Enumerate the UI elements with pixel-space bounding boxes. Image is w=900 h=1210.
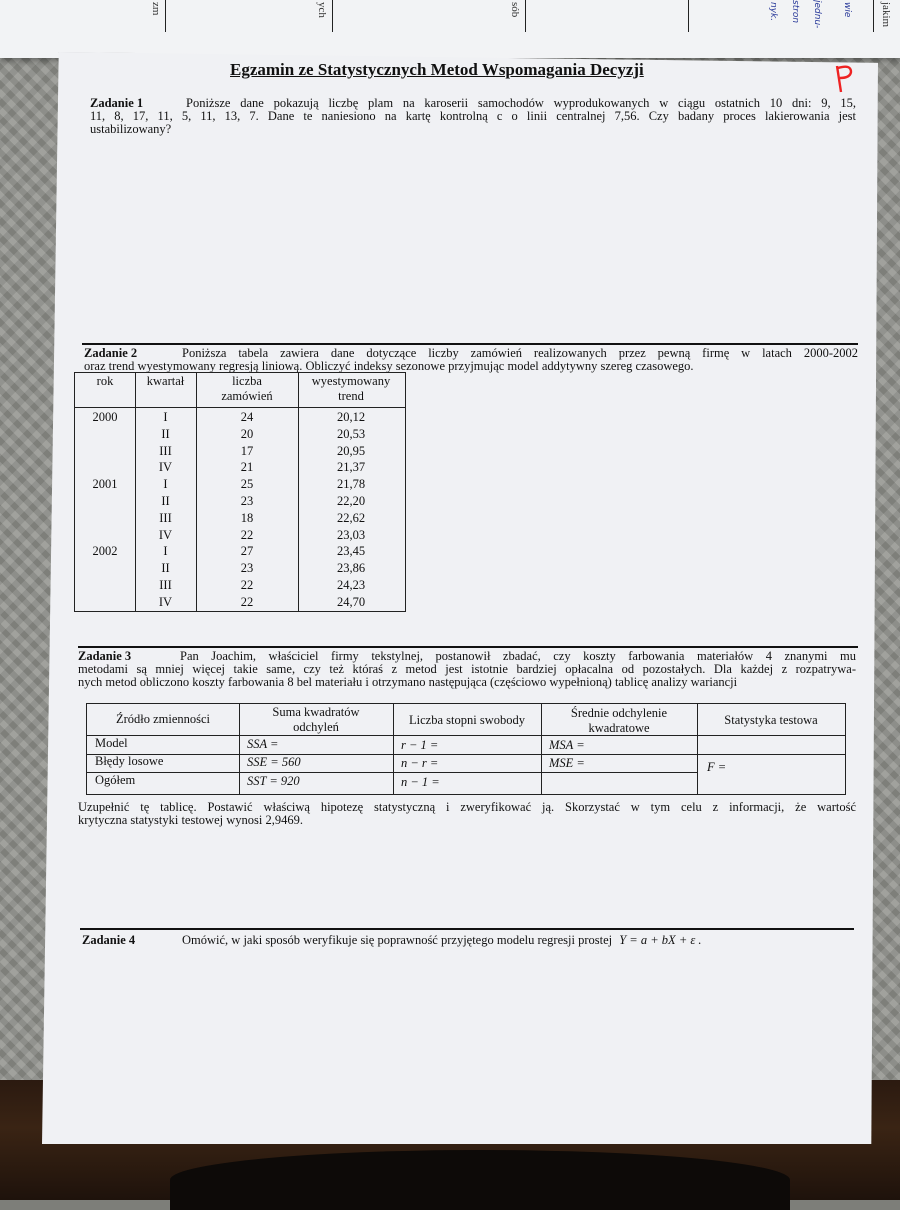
task3-label: Zadanie 3: [78, 649, 132, 663]
row-ss: SSA =: [247, 737, 279, 751]
trend-cell: 20,95: [336, 443, 366, 458]
task3-line3: nych metod obliczono koszty farbowania 8 bel materiału i otrzymano następująca (częściowo wypełnioną) tablicę analizy wariancji: [78, 675, 738, 689]
handwriting: jednu-: [812, 0, 822, 29]
trend-cell: 23,45: [336, 544, 366, 559]
row-source: Ogółem: [95, 773, 136, 787]
row-df: n − r =: [401, 756, 439, 770]
task1-line3: ustabilizowany?: [90, 122, 172, 136]
row-ms: MSE =: [549, 756, 585, 770]
quarter-cell: IV: [158, 460, 173, 475]
row-ss: SST = 920: [247, 774, 300, 788]
divider: [873, 0, 874, 32]
quarter-cell: III: [159, 443, 172, 458]
col-header-source: Źródło zmienności: [115, 712, 211, 726]
orders-cell: 27: [240, 544, 254, 559]
orders-cell: 24: [240, 410, 254, 424]
quarter-cell: IV: [158, 594, 173, 609]
handwriting: wie: [842, 2, 852, 18]
col-header-ss-line1: Suma kwadratów: [272, 705, 360, 719]
orders-cell: 22: [240, 527, 254, 542]
trend-cell: 21,78: [336, 477, 366, 492]
page-title: Egzamin ze Statystycznych Metod Wspomagania Decyzji: [230, 60, 644, 79]
shoe-silhouette: [170, 1150, 790, 1210]
separator: [82, 343, 858, 345]
orders-cell: 22: [240, 594, 254, 609]
task2-label: Zadanie 2: [84, 346, 138, 360]
orders-cell: 23: [240, 561, 254, 576]
task4: [82, 933, 702, 948]
quarter-cell: II: [161, 494, 170, 508]
quarter-cell: III: [159, 510, 172, 525]
row-ss: SSE = 560: [247, 755, 301, 769]
top-sheet: [0, 0, 900, 58]
orders-cell: 23: [240, 494, 254, 508]
col-header-ss: [239, 705, 393, 735]
task2-line2: oraz trend wyestymowany regresją liniową. Obliczyć indeksy sezonowe przyjmując model addytywny szereg czasowego.: [84, 359, 694, 373]
fragment-text: ych: [316, 2, 328, 18]
task3-after-line2: krytyczna statystyki testowej wynosi 2,9469.: [78, 813, 303, 827]
year-cell: 2002: [92, 544, 118, 559]
col-header-orders: [196, 374, 298, 404]
task1-line2: 11, 8, 17, 11, 5, 11, 13, 7. Dane te naniesiono na kartę kontrolną c o linii centralnej 7,56. Czy badany proces lakierowania jest: [90, 109, 856, 123]
orders-table: [74, 372, 406, 612]
anova-table: [86, 703, 846, 795]
col-header-ms-line1: Średnie odchylenie: [570, 706, 668, 720]
col-header-trend-line1: wyestymowany: [311, 374, 391, 388]
row-source: Błędy losowe: [95, 754, 164, 768]
orders-cell: 20: [240, 426, 254, 441]
trend-cell: 23,03: [336, 527, 366, 542]
separator: [80, 928, 854, 930]
trend-cell: 22,20: [336, 494, 366, 508]
col-header-ss-line2: odchyleń: [293, 720, 339, 734]
col-header-year: rok: [96, 374, 114, 388]
divider: [332, 0, 333, 32]
orders-cell: 25: [240, 477, 254, 492]
year-cell: 2000: [92, 410, 118, 424]
task3-line2: metodami są mniej więcej takie same, czy też któraś z metod jest istotnie bardziej opłacalna od pozostałych. Dla każdej z rozpatrywa-: [78, 662, 856, 676]
handwriting: nyk.: [768, 2, 778, 22]
quarter-cell: I: [163, 410, 168, 424]
col-header-ms: [541, 706, 697, 736]
orders-cell: 17: [240, 443, 254, 458]
trend-cell: 23,86: [336, 561, 366, 576]
trend-cell: 20,53: [336, 426, 366, 441]
task2-line1: Poniższa tabela zawiera dane dotyczące liczby zamówień realizowanych przez pewną firmę w latach 2000-2002: [182, 346, 858, 360]
row-df: n − 1 =: [401, 775, 440, 789]
task1-line1: Poniższe dane pokazują liczbę plam na karoserii samochodów wyprodukowanych w ciągu ostatnich 10 dni: 9, 15,: [186, 96, 856, 110]
fragment-text: sób: [509, 2, 521, 18]
task4-text: Omówić, w jaki sposób weryfikuje się poprawność przyjętego modelu regresji prostej: [182, 933, 613, 947]
col-header-df: Liczba stopni swobody: [409, 713, 525, 727]
col-header-stat: Statystyka testowa: [724, 713, 818, 727]
task3-after-line1: Uzupełnić tę tablicę. Postawić właściwą hipotezę statystyczną i zweryfikować ją. Skorzystać w tym celu z informacji, że wartość: [78, 800, 856, 814]
task1-label: Zadanie 1: [90, 96, 144, 110]
trend-cell: 20,12: [336, 410, 366, 424]
divider: [525, 0, 526, 32]
row-df: r − 1 =: [401, 738, 439, 752]
quarter-cell: I: [163, 477, 168, 492]
col-header-orders-line2: zamówień: [221, 389, 273, 403]
task3: [78, 650, 856, 689]
regression-formula: Y = a + bX + ε .: [619, 933, 702, 947]
fragment-text: jakim: [880, 2, 892, 28]
trend-cell: 24,23: [336, 578, 366, 592]
trend-cell: 22,62: [336, 510, 366, 525]
divider: [165, 0, 166, 32]
quarter-cell: II: [161, 561, 170, 576]
f-statistic-cell: F =: [707, 760, 727, 774]
year-cell: 2001: [92, 477, 118, 492]
col-header-orders-line1: liczba: [232, 374, 262, 388]
orders-cell: 22: [240, 578, 254, 592]
separator: [78, 646, 858, 648]
quarter-cell: II: [161, 426, 170, 441]
task3-line1: Pan Joachim, właściciel firmy tekstylnej, postanowił zbadać, czy koszty farbowania materiałów 4 znanymi mu: [180, 649, 856, 663]
task3-instructions: [78, 801, 856, 827]
task4-label: Zadanie 4: [82, 933, 136, 947]
quarter-cell: IV: [158, 527, 173, 542]
col-header-quarter: kwartał: [146, 374, 185, 388]
task2: [84, 347, 858, 373]
row-ms: MSA =: [549, 738, 585, 752]
col-header-ms-line2: kwadratowe: [588, 721, 650, 735]
orders-cell: 21: [240, 460, 254, 475]
row-source: Model: [95, 736, 128, 750]
quarter-cell: I: [163, 544, 168, 559]
trend-cell: 24,70: [336, 594, 366, 609]
col-header-trend-line2: trend: [338, 389, 364, 403]
fragment-text: zm: [150, 2, 162, 16]
quarter-cell: III: [159, 578, 172, 592]
orders-cell: 18: [240, 510, 254, 525]
handwriting: stron: [790, 0, 800, 24]
trend-cell: 21,37: [336, 460, 366, 475]
col-header-trend: [298, 374, 404, 404]
task1: [90, 97, 856, 136]
red-pen-mark: [833, 62, 857, 96]
divider: [688, 0, 689, 32]
